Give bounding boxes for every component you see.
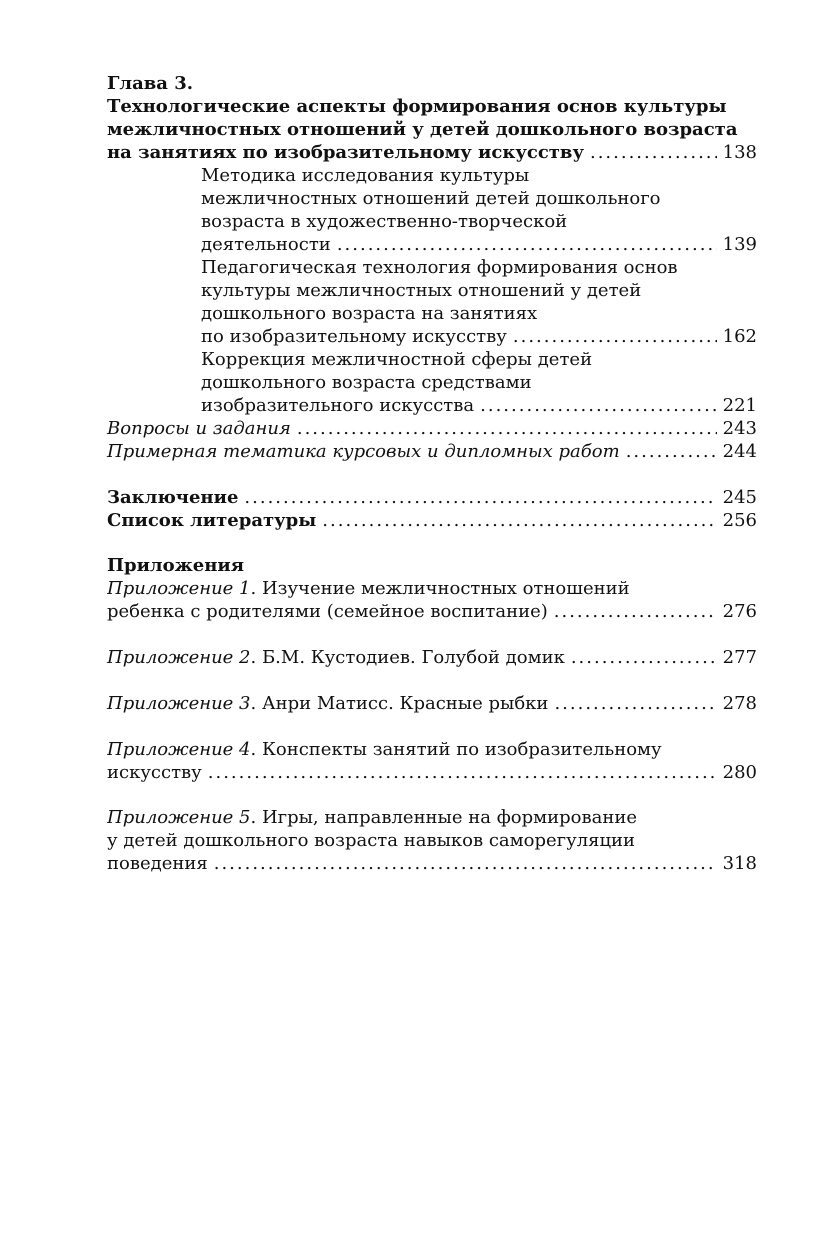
- questions-row: [107, 417, 757, 440]
- leader-dots: [571, 646, 717, 669]
- conclusion-page-number: 245: [722, 487, 757, 508]
- section-page-number: 139: [722, 234, 757, 255]
- appendix-text: у детей дошкольного возраста навыков саморегуляции: [107, 830, 636, 851]
- back-matter-entries: [107, 486, 757, 532]
- appendix-line: [107, 806, 757, 829]
- topics-label: Примерная тематика курсовых и дипломных работ: [107, 441, 620, 462]
- section-line: по изобразительному искусству: [201, 326, 507, 347]
- appendix-text: поведения: [107, 853, 208, 874]
- chapter-title-line-3: на занятиях по изобразительному искусству: [107, 142, 584, 163]
- leader-dots: [554, 600, 717, 623]
- appendix-entry-2: [107, 646, 757, 669]
- section-page-number: 221: [722, 395, 757, 416]
- references-label: Список литературы: [107, 510, 317, 531]
- section-3-text: [201, 348, 757, 417]
- section-last-row: [201, 233, 757, 256]
- appendix-entry-3: [107, 692, 757, 715]
- appendix-page-number: 278: [722, 693, 757, 714]
- appendix-entry-5: [107, 806, 757, 875]
- section-line: деятельности: [201, 234, 331, 255]
- section-line: Методика исследования культуры: [201, 165, 530, 186]
- appendix-last-row: [107, 852, 757, 875]
- appendix-line: [107, 577, 757, 600]
- topics-page-number: 244: [722, 441, 757, 462]
- appendix-line: [107, 738, 757, 761]
- section-line: межличностных отношений детей дошкольного: [201, 188, 661, 209]
- section-2-text: [201, 256, 757, 348]
- conclusion-label: Заключение: [107, 487, 239, 508]
- appendix-last-row: [107, 692, 757, 715]
- leader-dots: [322, 509, 716, 532]
- chapter-title-last-row: [107, 141, 757, 164]
- chapter-page-number: 138: [722, 142, 757, 163]
- questions-entry: [107, 417, 757, 463]
- appendix-entry-4: [107, 738, 757, 784]
- appendix-entry-1: [107, 577, 757, 623]
- appendix-text: . Конспекты занятий по изобразительному: [250, 739, 662, 760]
- references-page-number: 256: [722, 510, 757, 531]
- appendix-last-row: [107, 761, 757, 784]
- appendix-last-row: [107, 646, 757, 669]
- appendix-text: искусству: [107, 762, 202, 783]
- appendix-prefix: Приложение 3: [107, 693, 251, 714]
- topics-row: [107, 440, 757, 463]
- section-line: Педагогическая технология формирования основ: [201, 257, 678, 278]
- appendix-page-number: 280: [722, 762, 757, 783]
- section-entry-3: [107, 348, 757, 417]
- conclusion-row: [107, 486, 757, 509]
- chapter-3-entry: [107, 72, 757, 164]
- appendix-prefix: Приложение 1: [107, 578, 251, 599]
- questions-page-number: 243: [722, 418, 757, 439]
- appendix-prefix: Приложение 2: [107, 647, 251, 668]
- leader-dots: [590, 141, 717, 164]
- section-line: дошкольного возраста на занятиях: [201, 303, 538, 324]
- appendices-heading: Приложения: [107, 555, 245, 576]
- section-last-row: [201, 394, 757, 417]
- appendix-text: . Игры, направленные на формирование: [250, 807, 638, 828]
- chapter-title-line-1: Технологические аспекты формирования основ культуры: [107, 96, 727, 117]
- section-line: дошкольного возраста средствами: [201, 372, 532, 393]
- chapter-title-line-2: межличностных отношений у детей дошкольного возраста: [107, 119, 738, 140]
- questions-label: Вопросы и задания: [107, 418, 291, 439]
- appendix-text: . Анри Матисс. Красные рыбки: [250, 693, 549, 714]
- section-last-row: [201, 325, 757, 348]
- leader-dots: [626, 440, 717, 463]
- leader-dots: [208, 761, 717, 784]
- leader-dots: [554, 692, 716, 715]
- appendix-text: ребенка с родителями (семейное воспитание): [107, 601, 548, 622]
- section-1-text: [201, 164, 757, 256]
- appendix-text: . Изучение межличностных отношений: [250, 578, 630, 599]
- leader-dots: [513, 325, 717, 348]
- appendix-last-row: [107, 600, 757, 623]
- section-line: Коррекция межличностной сферы детей: [201, 349, 593, 370]
- appendices-section: [107, 554, 757, 577]
- section-entry-2: [107, 256, 757, 348]
- section-entry-1: [107, 164, 757, 256]
- leader-dots: [337, 233, 717, 256]
- appendix-prefix: Приложение 5: [107, 807, 251, 828]
- leader-dots: [244, 486, 716, 509]
- section-line: культуры межличностных отношений у детей: [201, 280, 642, 301]
- section-line: возраста в художественно-творческой: [201, 211, 568, 232]
- appendix-page-number: 276: [722, 601, 757, 622]
- chapter-label: Глава 3.: [107, 73, 194, 94]
- section-line: изобразительного искусства: [201, 395, 475, 416]
- leader-dots: [480, 394, 717, 417]
- appendix-title: [107, 646, 565, 669]
- appendix-page-number: 277: [722, 647, 757, 668]
- leader-dots: [214, 852, 717, 875]
- appendix-page-number: 318: [722, 853, 757, 874]
- appendix-prefix: Приложение 4: [107, 739, 251, 760]
- appendix-text: . Б.М. Кустодиев. Голубой домик: [250, 647, 565, 668]
- references-row: [107, 509, 757, 532]
- leader-dots: [297, 417, 717, 440]
- appendix-title: [107, 692, 548, 715]
- section-page-number: 162: [722, 326, 757, 347]
